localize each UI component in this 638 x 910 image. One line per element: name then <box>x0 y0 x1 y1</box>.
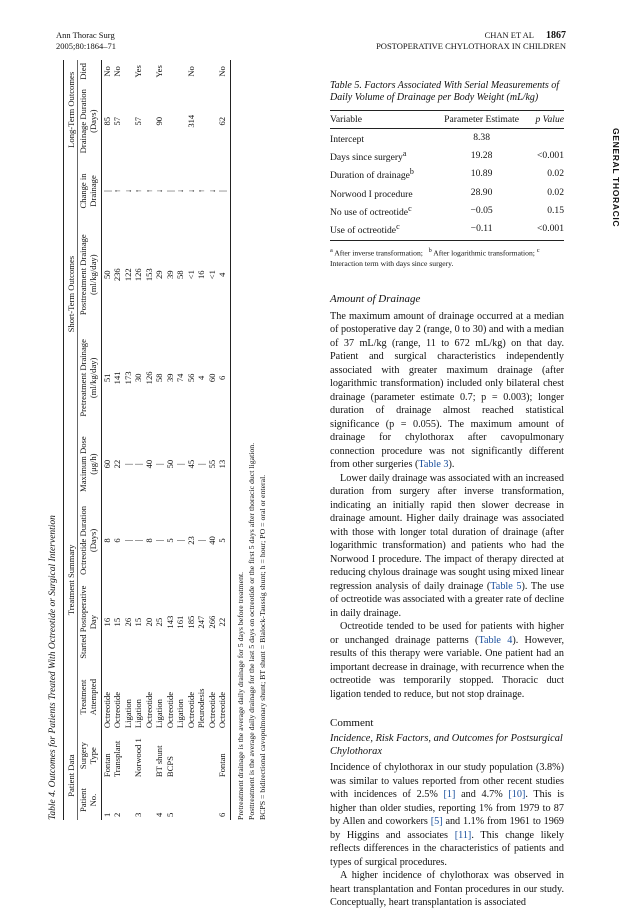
table-cell: 15 <box>112 617 122 627</box>
table-cell: | <box>133 463 143 465</box>
table-cell: 2 <box>112 812 122 817</box>
table-cell: | <box>217 160 230 223</box>
table-row <box>330 184 564 202</box>
table-cell: 141 <box>112 371 122 385</box>
table-cell: Fontan <box>217 731 230 780</box>
table-cell: | <box>133 539 143 542</box>
paragraph: Octreotide tended to be used for patients with higher or unchanged drainage patterns (Table 4). However, results of this therapy were variable. One patient had an important decrease in drainage, with recurrence when the octreotide was temporarily stopped. Thoracic duct ligation tended to reduce, but not stop drainage. <box>330 621 565 700</box>
table-cell: 5 <box>217 500 230 582</box>
estimate-cell: −0.05 <box>470 204 493 216</box>
table-cell: 185 <box>185 615 196 629</box>
table-cell: 13 <box>217 429 230 500</box>
table-cell <box>175 780 186 820</box>
table-row <box>112 60 123 820</box>
table-cell: | <box>196 463 206 465</box>
right-column <box>330 80 564 910</box>
table-cell <box>123 780 134 820</box>
table-cell <box>123 60 134 83</box>
table-cell: 50 <box>101 270 112 279</box>
table-cell: 55 <box>206 459 217 469</box>
table-cell: 173 <box>122 371 133 385</box>
table-cell: Octreotide <box>101 691 112 729</box>
column-header: Pretreatment Drainage (ml/kg/day) <box>77 327 101 428</box>
table-cell <box>123 731 134 780</box>
table-cell <box>207 731 218 780</box>
table-cell <box>207 60 218 83</box>
section-heading: Comment <box>330 717 374 730</box>
table-cell: 16 <box>101 617 112 627</box>
table-row <box>217 60 230 820</box>
p-value-cell <box>528 129 564 148</box>
table-cell: 58 <box>154 373 164 383</box>
table-cell: 22 <box>112 459 122 469</box>
journal-name: Ann Thorac Surg <box>56 30 115 40</box>
table-cell: Octreotide <box>112 691 122 729</box>
table-cell: 247 <box>196 615 206 629</box>
table-cell: 74 <box>175 373 185 383</box>
table-cell: ↓ <box>122 188 133 194</box>
table-cell <box>196 60 207 83</box>
table-cell: ↓ <box>206 188 217 194</box>
reference-link[interactable]: [11] <box>454 829 472 841</box>
table-row <box>123 60 134 820</box>
p-value-cell: 0.15 <box>547 204 564 216</box>
table-cell: Ligation <box>154 699 164 729</box>
table-cell: Yes <box>154 65 164 78</box>
table-cell: 15 <box>133 617 143 627</box>
table-cell <box>144 731 155 780</box>
section-heading: Amount of Drainage <box>330 292 421 305</box>
running-title: POSTOPERATIVE CHYLOTHORAX IN CHILDREN <box>376 41 566 51</box>
reference-link[interactable]: [5] <box>430 816 443 828</box>
table-cell: 161 <box>175 615 185 629</box>
column-header: Surgery Type <box>77 731 101 780</box>
table-cell: 20 <box>143 617 154 627</box>
footnote-a: After inverse transformation; <box>334 248 423 258</box>
article-header <box>376 30 566 52</box>
table-cell <box>175 731 186 780</box>
table-cell: No <box>185 66 196 77</box>
table-cell: 30 <box>133 373 143 383</box>
table-cell <box>144 780 155 820</box>
table-cell: ↑ <box>112 188 122 194</box>
table-cell <box>165 60 176 83</box>
column-header: Parameter Estimate <box>435 111 529 129</box>
paragraph: A higher incidence of chylothorax was observed in heart transplantation and Fontan procedures in our study. Conceptually, heart transplantation is associated <box>330 870 564 909</box>
table-4-grid <box>63 60 231 820</box>
subsection-heading: Incidence, Risk Factors, and Outcomes for Postsurgical Chylothorax <box>330 733 563 757</box>
group-header: Patient Data <box>64 731 78 820</box>
table-cell: No <box>112 66 122 77</box>
table-cell: 26 <box>122 617 133 627</box>
table-cell <box>196 780 207 820</box>
reference-link[interactable]: [1] <box>443 789 456 801</box>
table-cell: 5 <box>164 812 175 817</box>
estimate-cell: 19.28 <box>470 150 493 162</box>
estimate-cell: 8.38 <box>473 132 490 144</box>
table-cell: 6 <box>217 327 230 428</box>
p-value-cell: 0.02 <box>547 168 564 180</box>
table-cell: ↓ <box>154 188 164 194</box>
table-cell: 39 <box>164 373 175 383</box>
table-cell: BT shunt <box>154 745 164 778</box>
table-cell: | <box>122 539 133 542</box>
reference-link[interactable]: [10] <box>508 789 526 801</box>
estimate-cell: 28.90 <box>470 186 493 198</box>
table-cell: Ligation <box>133 699 143 729</box>
table-link[interactable]: Table 3 <box>418 459 449 471</box>
footnote: Posttreatment is the average daily drainage for the last 5 days on octreotide or the first 5 days after thoracic duct ligation. <box>246 442 256 820</box>
table-cell: 22 <box>217 581 230 663</box>
table-row <box>186 60 197 820</box>
section-side-tag: GENERAL THORACIC <box>611 128 621 228</box>
table-cell: 266 <box>206 615 217 629</box>
table-cell: Norwood 1 <box>133 738 143 778</box>
table-cell: <1 <box>206 270 217 280</box>
table-cell: 122 <box>122 268 133 282</box>
table-cell: 23 <box>185 536 196 545</box>
table-cell: 40 <box>143 459 154 469</box>
table-5-caption: Table 5. Factors Associated With Serial Measurements of Daily Volume of Drainage per Body Weight (mL/kg) <box>330 80 560 103</box>
table-cell: Octreotide <box>143 691 154 729</box>
table-cell: 6 <box>217 780 230 820</box>
table-cell: 5 <box>164 538 175 543</box>
table-cell: Ligation <box>175 699 185 729</box>
table-link[interactable]: Table 4 <box>478 634 513 646</box>
table-cell: | <box>154 539 164 542</box>
column-header: Change in Drainage <box>77 160 101 223</box>
table-5-footnotes: $^a$ After inverse transformation; $^b$ After logarithmic transformation; $^c$ Interaction term with days since surgery. <box>330 247 540 268</box>
table-cell: ↑ <box>143 188 154 194</box>
column-header: Maximum Dose (μg/h) <box>77 429 101 500</box>
table-row <box>196 60 207 820</box>
table-cell: 40 <box>206 536 217 545</box>
table-cell: 4 <box>154 812 164 817</box>
table-cell: 58 <box>175 270 185 279</box>
table-cell <box>175 60 186 83</box>
column-header: Variable <box>330 111 435 129</box>
variable-cell: No use of octreotide$^c$ <box>330 203 412 218</box>
table-cell <box>207 83 218 160</box>
table-cell: | <box>196 539 206 542</box>
table-cell: 143 <box>164 615 175 629</box>
journal-citation: 2005;80:1864–71 <box>56 41 116 51</box>
p-value-cell: <0.001 <box>537 150 564 162</box>
table-cell: Octreotide <box>185 691 196 729</box>
table-cell: 51 <box>101 373 112 383</box>
table-cell: Fontan <box>101 753 112 778</box>
table-cell: 6 <box>112 538 122 543</box>
table-cell <box>144 83 155 160</box>
column-header: Treatment Attempted <box>77 663 101 731</box>
table-cell: 56 <box>185 373 196 383</box>
variable-cell: Intercept <box>330 134 365 146</box>
table-cell: Pleurodesis <box>196 688 206 729</box>
table-cell: | <box>154 463 164 465</box>
table-cell: 39 <box>164 270 175 279</box>
table-cell: 1 <box>101 812 112 817</box>
table-cell <box>196 83 207 160</box>
table-cell: 8 <box>101 538 112 543</box>
table-cell: ↓ <box>175 188 185 194</box>
table-cell: Yes <box>133 65 143 78</box>
group-header: Short-Term Outcomes <box>64 160 78 429</box>
p-value-cell: <0.001 <box>528 220 564 241</box>
table-cell: 153 <box>143 268 154 282</box>
table-row <box>144 60 155 820</box>
column-header: Patient No. <box>77 780 101 820</box>
table-cell: <1 <box>185 270 196 280</box>
table-cell: 57 <box>133 116 143 126</box>
p-value-cell: 0.02 <box>547 186 564 198</box>
footnote: Pretreatment drainage is the average daily drainage for 5 days before treatment. <box>235 571 245 820</box>
table-row <box>165 60 176 820</box>
table-cell: 126 <box>133 268 143 282</box>
column-header: Octreotide Duration (Days) <box>77 500 101 582</box>
table-row <box>154 60 165 820</box>
table-cell: 8 <box>143 538 154 543</box>
table-cell <box>186 780 197 820</box>
table-cell: Octreotide <box>217 663 230 731</box>
table-cell: 60 <box>101 459 112 469</box>
column-header: Posttreatment Drainage (ml/kg/day) <box>77 222 101 327</box>
table-cell: 62 <box>217 83 230 160</box>
table-cell: 4 <box>217 222 230 327</box>
table-cell <box>144 60 155 83</box>
column-header: Drainage Duration (Days) <box>77 83 101 160</box>
table-row <box>330 129 564 148</box>
table-cell: No <box>101 66 112 77</box>
table-row <box>330 202 564 220</box>
table-cell: ↑ <box>133 188 143 194</box>
table-row <box>330 147 564 165</box>
table-cell: ↑ <box>196 188 206 194</box>
table-cell: 45 <box>185 459 196 469</box>
table-cell: Transplant <box>112 740 122 778</box>
table-cell <box>175 83 186 160</box>
table-4-caption: Table 4. Outcomes for Patients Treated With Octreotide or Surgical Intervention <box>48 515 58 820</box>
table-cell: BCPS <box>164 756 175 778</box>
table-row <box>101 60 112 820</box>
group-header: Treatment Summary <box>64 429 78 732</box>
estimate-cell: −0.11 <box>435 220 529 241</box>
page-number: 1867 <box>546 30 566 41</box>
table-cell: | <box>164 190 175 192</box>
journal-header <box>56 30 116 52</box>
table-cell: 314 <box>185 114 196 128</box>
table-cell: Ligation <box>122 699 133 729</box>
table-cell: | <box>175 539 185 542</box>
footnote: BCPS = bidirectional cavopulmonary shunt; BT shunt = Blalock-Taussig shunt; h = hour; PO = oral or enteral. <box>257 474 267 820</box>
authors: CHAN ET AL <box>484 30 534 40</box>
table-cell: | <box>101 190 112 192</box>
table-cell: 85 <box>101 116 112 126</box>
table-cell <box>207 780 218 820</box>
table-cell: | <box>175 463 185 465</box>
table-cell: 3 <box>133 812 143 817</box>
footnote-b: After logarithmic transformation; <box>433 248 535 258</box>
table-row <box>207 60 218 820</box>
table-cell <box>165 83 176 160</box>
paragraph: The maximum amount of drainage occurred at a median of postoperative day 2 (range, 0 to 30) and with a median of 37 mL/kg (range, 11 to 672 mL/kg) on that day. Patient and surgical characteristics independently associated with greater maximum drainage (after logarithmic transformation) included only bilateral chest drainage (parameter estimate 0.7; p = 0.003); longer duration of drainage almost reached statistical significance (p = 0.055). The maximum amount of drainage for chylothorax after cavopulmonary connection procedure was not significantly different from other surgeries (Table 3). <box>330 310 564 471</box>
table-cell: 90 <box>154 116 164 126</box>
table-row <box>175 60 186 820</box>
table-cell: 25 <box>154 617 164 627</box>
table-cell: Octreotide <box>206 691 217 729</box>
table-cell: | <box>122 463 133 465</box>
table-row <box>133 60 144 820</box>
column-header: Died <box>77 60 101 83</box>
table-cell: 16 <box>196 270 206 279</box>
table-4-footnotes <box>235 60 268 820</box>
table-cell <box>123 83 134 160</box>
table-cell <box>186 731 197 780</box>
table-cell: No <box>217 60 230 83</box>
variable-cell: Use of octreotide$^c$ <box>330 220 435 241</box>
variable-cell: Days since surgery$^a$ <box>330 149 407 164</box>
table-link[interactable]: Table 5 <box>490 580 522 592</box>
table-cell <box>196 731 207 780</box>
column-header: p Value <box>528 111 564 129</box>
table-cell: 57 <box>112 116 122 126</box>
estimate-cell: 10.89 <box>470 168 493 180</box>
table-4 <box>48 60 280 820</box>
table-cell: 50 <box>164 459 175 469</box>
table-row <box>330 165 564 183</box>
table-cell: 60 <box>206 373 217 383</box>
table-cell: Octreotide <box>164 691 175 729</box>
table-cell: 29 <box>154 270 164 279</box>
variable-cell: Norwood I procedure <box>330 188 413 200</box>
table-row <box>330 220 564 241</box>
group-header: Long-Term Outcomes <box>64 60 78 160</box>
table-cell: ↓ <box>185 188 196 194</box>
table-cell: 236 <box>112 268 122 282</box>
variable-cell: Duration of drainage$^b$ <box>330 167 414 182</box>
footnote-c: Interaction term with days since surgery. <box>330 258 454 268</box>
table-cell: 4 <box>196 375 206 381</box>
table-cell: 126 <box>143 371 154 385</box>
column-header: Started Postoperative Day <box>77 581 101 663</box>
paragraph: Lower daily drainage was associated with an increased duration from surgery after inverse transformation, indicating an initially rapid then slower decrease in drainage amount. Higher daily drainage was associated with those with longer total duration of drainage (after logarithmic transformation) and patients who had the Norwood I procedure. The impact of therapy directed at reducing chylous drainage was sought using mixed linear regression analysis of daily drainage (Table 5). The use of octreotide was associated with a greater rate of decline in daily drainage. <box>330 472 564 619</box>
table-5 <box>330 110 564 241</box>
paragraph: Incidence of chylothorax in our study population (3.8%) was similar to values reported from other recent studies with incidences of 2.5% [1] and 4.7% [10]. This is higher than older studies, reporting 1% from 1979 to 87 by Allen and coworkers [5] and 1.1% from 1961 to 1969 by Higgins and associates [11]. This change likely reflects differences in the characteristics of patients and types of surgical procedures. <box>330 762 564 868</box>
